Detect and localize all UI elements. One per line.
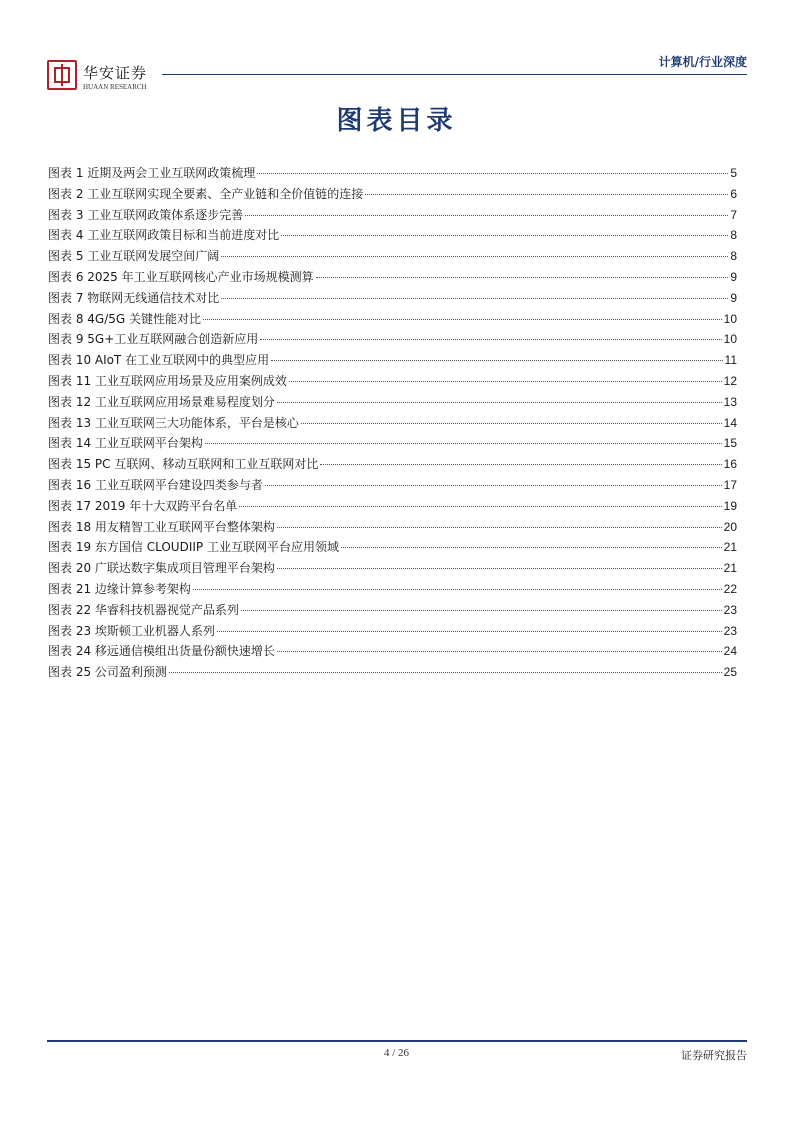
toc-entry-label: 图表 10 AIoT 在工业互联网中的典型应用 — [48, 353, 270, 368]
toc-entry-page: 10 — [723, 311, 737, 326]
toc-entry-page: 23 — [723, 623, 737, 638]
toc-leader-dots — [365, 194, 728, 195]
toc-entry-page: 19 — [723, 498, 737, 513]
page-number: 4 / 26 — [383, 1047, 410, 1059]
toc-entry-page: 21 — [723, 561, 737, 576]
toc-entry-label: 图表 23 埃斯顿工业机器人系列 — [48, 623, 215, 638]
toc-leader-dots — [205, 443, 722, 444]
toc-entry[interactable] — [48, 163, 737, 184]
toc-entry-label: 图表 22 华睿科技机器视觉产品系列 — [48, 602, 239, 617]
toc-entry-page: 21 — [723, 540, 737, 555]
figure-list — [48, 163, 737, 683]
toc-entry-page: 25 — [723, 665, 737, 680]
toc-entry[interactable] — [48, 371, 737, 392]
toc-entry-page: 16 — [723, 457, 737, 472]
toc-leader-dots — [245, 215, 728, 216]
toc-leader-dots — [221, 256, 728, 257]
toc-entry-page: 7 — [730, 207, 737, 222]
toc-entry-label: 图表 19 东方国信 CLOUDIIP 工业互联网平台应用领域 — [48, 540, 339, 555]
toc-leader-dots — [281, 235, 728, 236]
toc-entry[interactable] — [48, 662, 737, 683]
toc-entry-page: 17 — [723, 477, 737, 492]
huaan-seal-icon — [47, 60, 77, 90]
toc-entry-page: 9 — [730, 290, 737, 305]
toc-leader-dots — [169, 672, 722, 673]
toc-entry[interactable] — [48, 309, 737, 330]
report-section: 计算机/行业深度 — [658, 55, 747, 69]
toc-entry[interactable] — [48, 454, 737, 475]
toc-leader-dots — [277, 568, 722, 569]
toc-entry-page: 11 — [724, 353, 737, 368]
toc-entry[interactable] — [48, 517, 737, 538]
footer-divider — [47, 1040, 747, 1042]
toc-leader-dots — [260, 339, 721, 340]
toc-entry-page: 8 — [730, 228, 737, 243]
toc-entry[interactable] — [48, 475, 737, 496]
toc-leader-dots — [217, 631, 722, 632]
toc-entry[interactable] — [48, 392, 737, 413]
toc-entry[interactable] — [48, 496, 737, 517]
toc-entry[interactable] — [48, 225, 737, 246]
toc-entry-page: 6 — [730, 186, 737, 201]
toc-leader-dots — [277, 527, 722, 528]
toc-entry-label: 图表 20 广联达数字集成项目管理平台架构 — [48, 561, 275, 576]
brand-english: HUAAN RESEARCH — [83, 83, 147, 91]
toc-entry-label: 图表 1 近期及两会工业互联网政策梳理 — [48, 166, 256, 180]
page-header — [47, 50, 747, 94]
toc-leader-dots — [239, 506, 721, 507]
toc-entry-page: 14 — [723, 415, 737, 430]
toc-entry-label: 图表 12 工业互联网应用场景难易程度划分 — [48, 394, 275, 409]
toc-entry[interactable] — [48, 433, 737, 454]
toc-leader-dots — [316, 277, 729, 278]
toc-entry-page: 13 — [723, 394, 737, 409]
toc-leader-dots — [265, 485, 722, 486]
toc-entry[interactable] — [48, 246, 737, 267]
toc-entry-label: 图表 9 5G+工业互联网融合创造新应用 — [48, 332, 259, 347]
toc-entry[interactable] — [48, 621, 737, 642]
header-divider — [162, 74, 747, 75]
toc-entry-label: 图表 15 PC 互联网、移动互联网和工业互联网对比 — [48, 457, 319, 472]
toc-entry[interactable] — [48, 600, 737, 621]
toc-entry-label: 图表 17 2019 年十大双跨平台名单 — [48, 498, 238, 513]
toc-entry-page: 9 — [730, 269, 737, 284]
toc-entry-page: 12 — [723, 373, 737, 388]
brand-name: 华安证券 — [83, 64, 148, 82]
toc-leader-dots — [341, 547, 722, 548]
footer-label: 证券研究报告 — [681, 1049, 747, 1062]
toc-entry[interactable] — [48, 558, 737, 579]
toc-entry[interactable] — [48, 413, 737, 434]
toc-leader-dots — [277, 402, 722, 403]
toc-entry-label: 图表 21 边缘计算参考架构 — [48, 581, 191, 596]
toc-entry-label: 图表 3 工业互联网政策体系逐步完善 — [48, 207, 244, 222]
toc-entry-page: 22 — [723, 581, 737, 596]
toc-leader-dots — [289, 381, 722, 382]
toc-entry-page: 5 — [730, 166, 737, 180]
toc-entry-page: 10 — [723, 332, 737, 347]
toc-leader-dots — [277, 651, 722, 652]
toc-entry-page: 23 — [723, 602, 737, 617]
toc-entry-label: 图表 16 工业互联网平台建设四类参与者 — [48, 477, 263, 492]
toc-leader-dots — [203, 319, 722, 320]
page-title: 图表目录 — [336, 106, 457, 136]
toc-entry[interactable] — [48, 329, 737, 350]
toc-entry-label: 图表 5 工业互联网发展空间广阔 — [48, 249, 220, 264]
toc-entry-page: 15 — [723, 436, 737, 451]
toc-entry-label: 图表 8 4G/5G 关键性能对比 — [48, 311, 201, 326]
toc-entry-label: 图表 2 工业互联网实现全要素、全产业链和全价值链的连接 — [48, 186, 364, 201]
toc-entry-label: 图表 6 2025 年工业互联网核心产业市场规模测算 — [48, 269, 314, 284]
toc-entry-label: 图表 24 移远通信模组出货量份额快速增长 — [48, 644, 275, 659]
toc-entry[interactable] — [48, 288, 737, 309]
toc-leader-dots — [257, 173, 728, 174]
toc-entry[interactable] — [48, 641, 737, 662]
toc-leader-dots — [271, 360, 722, 361]
toc-leader-dots — [320, 464, 721, 465]
toc-entry-label: 图表 7 物联网无线通信技术对比 — [48, 290, 220, 305]
toc-entry[interactable] — [48, 205, 737, 226]
toc-entry-page: 24 — [723, 644, 737, 659]
toc-entry-page: 8 — [730, 249, 737, 264]
toc-entry-label: 图表 14 工业互联网平台架构 — [48, 436, 203, 451]
toc-leader-dots — [193, 589, 722, 590]
toc-entry[interactable] — [48, 267, 737, 288]
toc-entry-page: 20 — [723, 519, 737, 534]
toc-entry[interactable] — [48, 537, 737, 558]
toc-entry-label: 图表 18 用友精智工业互联网平台整体架构 — [48, 519, 275, 534]
toc-entry-label: 图表 4 工业互联网政策目标和当前进度对比 — [48, 228, 280, 243]
toc-entry[interactable] — [48, 184, 737, 205]
toc-leader-dots — [241, 610, 722, 611]
toc-entry-label: 图表 25 公司盈利预测 — [48, 665, 167, 680]
toc-leader-dots — [301, 423, 722, 424]
toc-entry-label: 图表 13 工业互联网三大功能体系，平台是核心 — [48, 415, 299, 430]
toc-leader-dots — [221, 298, 728, 299]
toc-entry[interactable] — [48, 350, 737, 371]
toc-entry[interactable] — [48, 579, 737, 600]
toc-entry-label: 图表 11 工业互联网应用场景及应用案例成效 — [48, 373, 287, 388]
